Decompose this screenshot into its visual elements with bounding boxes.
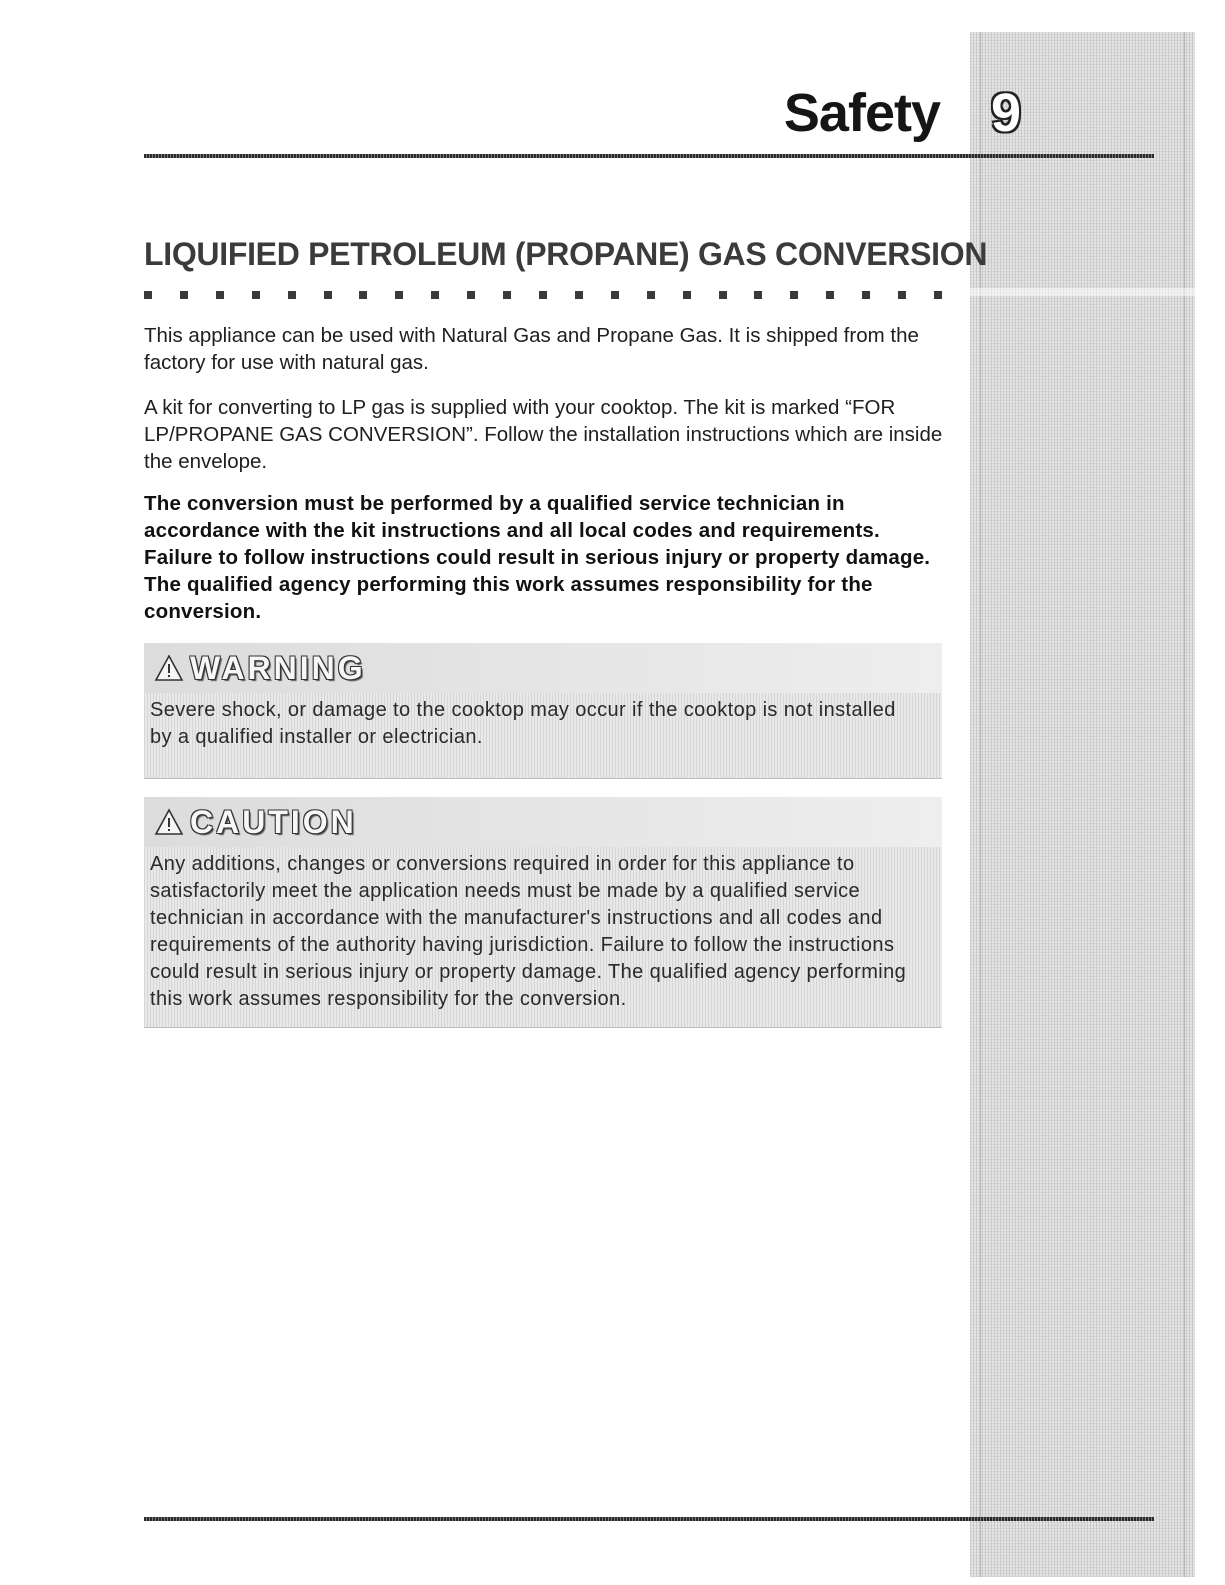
warning-triangle-icon	[154, 654, 184, 682]
caution-title: CAUTION	[190, 803, 357, 840]
side-tab-band	[970, 288, 1195, 296]
page-number: 9	[990, 83, 1022, 143]
side-tab-frame	[980, 32, 1185, 1577]
warning-text: Severe shock, or damage to the cooktop may occur if the cooktop is not installed by a qualified installer or electrician.	[150, 699, 896, 748]
section-heading: LIQUIFIED PETROLEUM (PROPANE) GAS CONVERSION	[144, 236, 988, 272]
footer-rule	[144, 1517, 1154, 1521]
dotted-divider	[144, 291, 942, 299]
intro-paragraph: This appliance can be used with Natural Gas and Propane Gas. It is shipped from the factory for use with natural gas.	[144, 324, 919, 374]
caution-text: Any additions, changes or conversions required in order for this appliance to satisfactorily meet the application needs must be made by a qualified service technician in accordance with the manufacturer's instructions and all codes and requirements of the authority having jurisdiction. Failure to follow the instructions could result in serious injury or property damage. The qualified agency performing this work assumes responsibility for the conversion.	[150, 853, 907, 1010]
caution-box	[144, 797, 942, 1028]
kit-paragraph: A kit for converting to LP gas is supplied with your cooktop. The kit is marked “FOR LP/PROPANE GAS CONVERSION”. Follow the installation instructions which are inside the envelope.	[144, 396, 943, 473]
caution-header	[144, 797, 942, 847]
side-tab-decoration	[970, 32, 1195, 1577]
header-rule	[144, 154, 1154, 158]
warning-triangle-icon	[154, 808, 184, 836]
warning-header	[144, 643, 942, 693]
conversion-requirement-paragraph: The conversion must be performed by a qualified service technician in accordance with the kit instructions and all local codes and requirements. Failure to follow instructions could result in serious injury or property damage. The qualified agency performing this work assumes responsibility for the conversion.	[144, 492, 931, 623]
warning-box	[144, 643, 942, 779]
warning-title: WARNING	[190, 649, 366, 686]
page-title: Safety	[783, 83, 940, 143]
